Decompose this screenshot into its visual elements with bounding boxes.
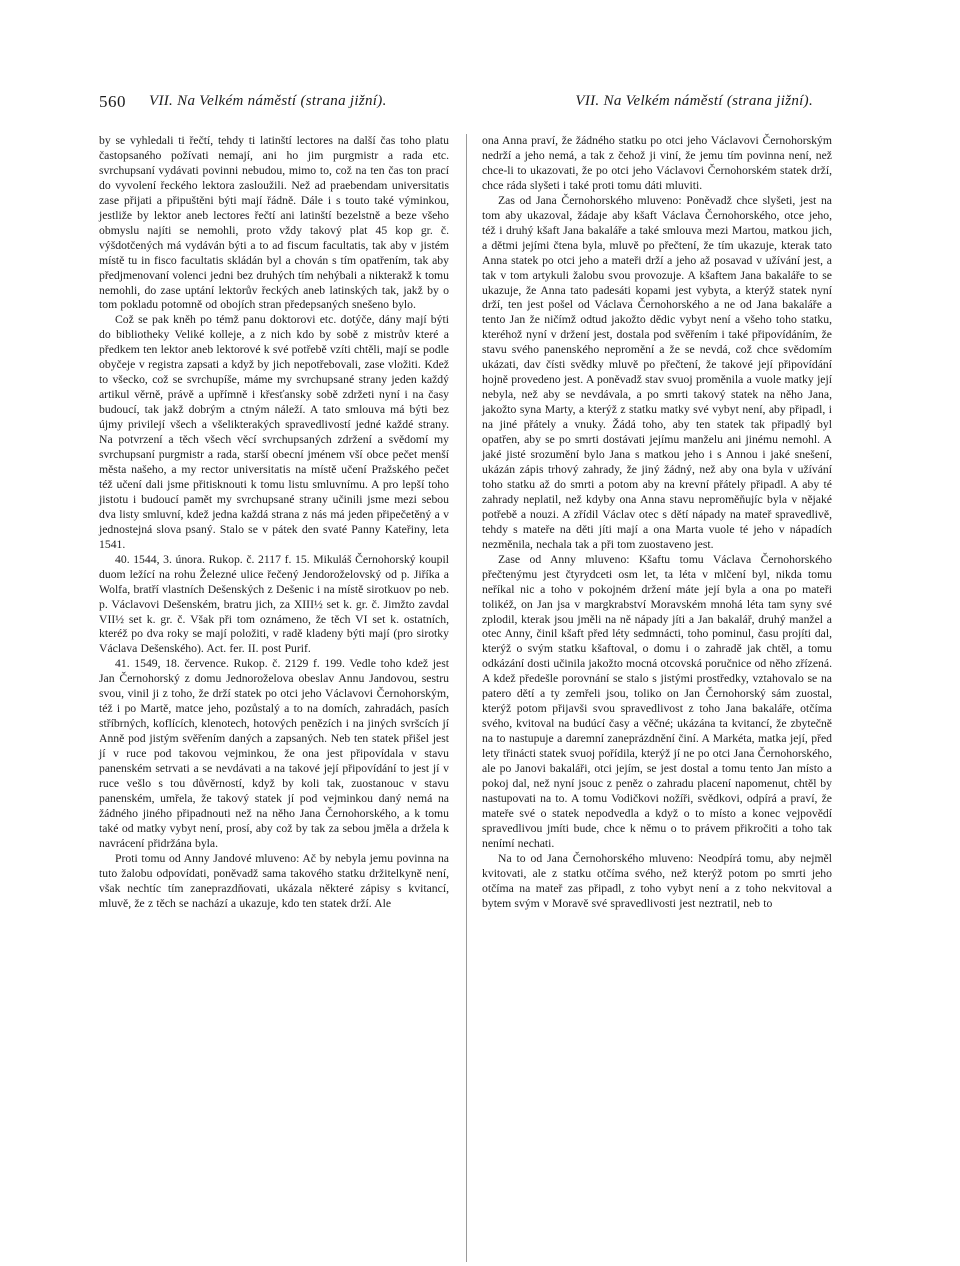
right-paragraph-4: Na to od Jana Černohorského mluveno: Neodpírá tomu, aby nejměl kvitovati, ale z statku otčíma svého, než kterýž potom po smrti jeho otčíma na mateř zas připadl, z toho vybyt není a z toho nekvitoval a bytem svým v Moravě své spravedlivosti jest neztratil, neb to bbox=[482, 851, 832, 910]
left-column bbox=[99, 134, 449, 912]
right-paragraph-1: ona Anna praví, že žádného statku po otci jeho Václavovi Černohorským nedrží a jeho nemá, a tak z čehož ji viní, že jemu tím povinna není, než chce-li to ukazovati, že po otci jeho Václavovi Černohorském statek drží, chce ráda slyšeti i také proti tomu dáti mluviti. bbox=[482, 134, 832, 192]
running-head-left bbox=[149, 93, 387, 110]
column-divider bbox=[466, 134, 467, 1262]
running-head-right bbox=[575, 93, 813, 110]
page-header bbox=[99, 92, 813, 116]
running-head-right-text: VII. Na Velkém náměstí (strana jižní). bbox=[575, 93, 813, 109]
left-paragraph-1: by se vyhledali ti řečtí, tehdy ti latinští lectores na další čas toho platu častopsaného požívati nemají, ani ho jim purgmistr a rada etc. svrchupsaní vydávati povinni nebudou, mimo to, což na ten čas ton prací do vyvolení řeckého lektora zasloužili. Než ad praebendam universitatis zase přijati a připuštěni býti mají řádně. Dále i s touto také výminkou, jestliže by lektor aneb lectores řečtí ani latinští bezelstně a beze všeho obmyslu najíti se nemohli, proto vždy takový plat 45 kop gr. č. výšdotčených má vydáván býti a to ad fiscum facultatis, tak aby v jistém místě tu in fisco facultatis skládán byl a chován s tím opatřením, tak aby předjmenovaní volenci jedni bez druhých tím nehýbali a nikterakž k tomu nemohli, do zase uptání lektorův řeckých aneb latinských tak, jakž by o tom pokladu potomně od obojích stran předepsaných snešeno bylo. bbox=[99, 134, 449, 312]
running-head-left-text: VII. Na Velkém náměstí (strana jižní). bbox=[149, 93, 387, 109]
right-paragraph-3: Zase od Anny mluveno: Kšaftu tomu Václava Černohorského přečtenýmu jest čtyrydceti osm let, ta léta v mlčení byl, nikda tomu neříkal nic a toho v pokojném držení máte její byla a ona po mateři tolikéž, on Jan jsa v margkrabství Moravském mnohá léta tam syny své zplodil, kterak jsou jměli na ně nápady jíti a Jan bakalář, druhý manžel a otec Anny, činil kšaft před léty sedmnácti, toho pominul, času projíti dal, kterýž o svým statku kšaftoval, o domu i o zahradě jak chtěl, a tomu odkázání dosti učinila jakožto mocná otcovská poručnice od něho zřízená. A kdež předešle porovnání se stalo s jistými prostředky, vztahovalo se na patero dětí a ty zemřeli jsou, toliko on Jan Černohorský sám zuostal, kterýž potom přijavši svou spravedlivost z toho Jana bakaláře, otčíma svého, kvitoval na budúcí časy a věčné; ukázána ta kvitancí, že zbytečně na to nastupuje a daremní zaneprázdnění činí. A Markéta, matka její, před lety třinácti statek svuoj pořídila, kterýž jí ne po otci Jana Černohorského, ale po Janovi bakaláři, otci jejím, se jest dostal a tomu tento Jan místo a pokoj dal, než nyní jsouc z peněz o zahradu placení napomenut, chtěl by nastupovati na to. A tomu Vodičkovi nožíři, svědkovi, odpírá a praví, že mateře své o statek nepodvedla a když o to místo a konec vejpovědí spravedlivou jmíti bude, chce k němu o to právem přikročiti a toho tak nenímí nechati. bbox=[482, 552, 832, 850]
left-paragraph-4: 41. 1549, 18. července. Rukop. č. 2129 f. 199. Vedle toho kdež jest Jan Černohorský z domu Jednoroželova obeslav Annu Jandovou, sestru svou, vinil ji z toho, že drží statek po otci jeho Václavovi Černohorským, též i po Martě, matce jeho, pozůstalý a to na domích, zahradách, pasích stříbrných, koflících, klenotech, hotových penězích i na jiných svršcích jí Anně pod jistým svěřením daných a zapsaných. Neb ten statek přišel jest jí v ruce pod takovou vejminkou, že ona jest připovídala v stavu panenském setrvati a se nevdávati a na takové její připovídání to jest jí v ruce vešlo s tou důvěrností, když by koli tak, zuostanouc v stavu panenském, umřela, že takový statek jí pod vejminkou daný nemá na žádného jiného připadnouti než na něho Jana Černohorského, a k tomu také od matky vybyt není, prosí, aby což by tak za sebou jměla a držela k navrácení přidržána byla. bbox=[99, 657, 449, 850]
right-column bbox=[482, 134, 832, 912]
right-paragraph-2: Zas od Jana Černohorského mluveno: Poněvadž chce slyšeti, jest na tom aby ukazoval, žádaje aby kšaft Václava Černohorského, otce jeho, též i druhý kšaft Jana bakaláře a také smlouva mezi Martou, matkou jich, a dětmi jejími čtena byla, mluvě po přečtení, že tím ukazuje, kterak tato Anna statek po otci jeho a mateři drží a jeho až posavad v užívání jest, a tak v tom artykuli žalobu svou provozuje. A kšaftem Jana bakaláře to se ukazuje, že Anna tato padesáti kopami jest vybyta, a kterýž statek nyní drží, ten jest pošel od Václava Černohorského a ne od Jana bakaláře a tento Jan že ničímž odtud jakožto dědic vybyt není a všeho toho statku, kteréhož nyní v držení jest, dostala pod svěřením i také připovídáním, že stavu svého panenského nepromění a že se nevdá, což chce svědomím ukázati, dav čísti svědky mluvě po přečtení, že takové její připovídání hojně provedeno jest. A poněvadž stav svuoj proměnila a vuole matky její nebyla, než aby se nevdávala, a po smrti takový statek na něho Jana, jakožto syna Marty, a kterýž z statku matky své vybyt není, aby připadl, i na jiné přátely a vnuky. Žádá toho, aby ten statek tak připadlý byl opatřen, aby se po smrti dostávati jejímu manželu ani jinému nemohl. A jaké jisté srozumění bylo Jana s matkou jeho i s Annou i jaké snešení, ukázán zápis trhový zahrady, že jiný žádný, než aby ona byla v užívání toho statku až do smrti a potom aby na krevní přátely připadl. A aby té zahrady neplatil, než kdyby ona Anna stavu neproměňujíc byla v nějaké potřebě a nouzi. A zřídil Václav otec s dětí nápady na mateř spravedlivě, tehdy s mateře na děti jíti mají a ona Marta vuole té jeho v nápadích nezměnila, nechala tak a při tom zuostaveno jest. bbox=[482, 193, 832, 551]
left-paragraph-5: Proti tomu od Anny Jandové mluveno: Ač by nebyla jemu povinna na tuto žalobu odpovídati, poněvadž sama takového statku držitelkyně není, však nechtíc tím zaneprazdňovati, ukázala některé zápisy s kvitancí, mluvě, že z těch se nachází a ukazuje, kdo ten statek drží. Ale bbox=[99, 851, 449, 910]
page-number: 560 bbox=[99, 92, 126, 111]
left-paragraph-2: Což se pak kněh po témž panu doktorovi etc. dotýče, dány mají býti do bibliotheky Veliké kolleje, a z nich kdo by sobě z mistrův které a předkem ten lektor aneb lektorové k své potřebě vzíti chtěli, mají se podle obyčeje v registra zapsati a když by jich nepotřebovali, zase vložiti. Kdež to všecko, což se svrchupíše, máme my svrchupsané strany jeden každý artikul věrně, právě a upřímně i křesťansky sobě zdržeti nyní i na časy budoucí, tak jakž dobrým a ctným náleží. A tato smlouva má býti bez újmy privilejí všech a všelikterakých spravedlivostí jedné každé strany. Na potvrzení a těch všech věcí svrchupsaných zdržení a svědomí my svrchupsaní purgmistr a rada, starší obecní jménem vší obce pečet menší města našeho, a my rector universitatis na místě učení Pražského pečet též učení dali jsme přitisknouti k tomu listu smluvnímu. A pro lepší toho jistotu i budoucí pamět my svrchupsané strany učinili jsme mezi sebou dva listy smluvní, kdež jedna každá strana z nás má jeden připečetěný a v jednostejná slova psaný. Stalo se v pátek den svaté Panny Kateřiny, leta 1541. bbox=[99, 313, 449, 551]
left-paragraph-3: 40. 1544, 3. února. Rukop. č. 2117 f. 15. Mikuláš Černohorský koupil duom ležící na rohu Železné ulice řečený Jendoroželovský od p. Jiříka a Wolfa, bratří vlastních Dešenských z Dešenic i na místě sirotkuov po neb. p. Václavovi Dešenském, bratru jich, za XIII½ set k. gr. č. Jimžto zavdal VII½ set k. gr. č. Však při tom oznámeno, že těch VI set k. ostatních, kteréž po dva roky se mají položiti, v radě kladeny býti mají (pro sirotky Václava Dešenského). Act. fer. II. post Purif. bbox=[99, 552, 449, 656]
